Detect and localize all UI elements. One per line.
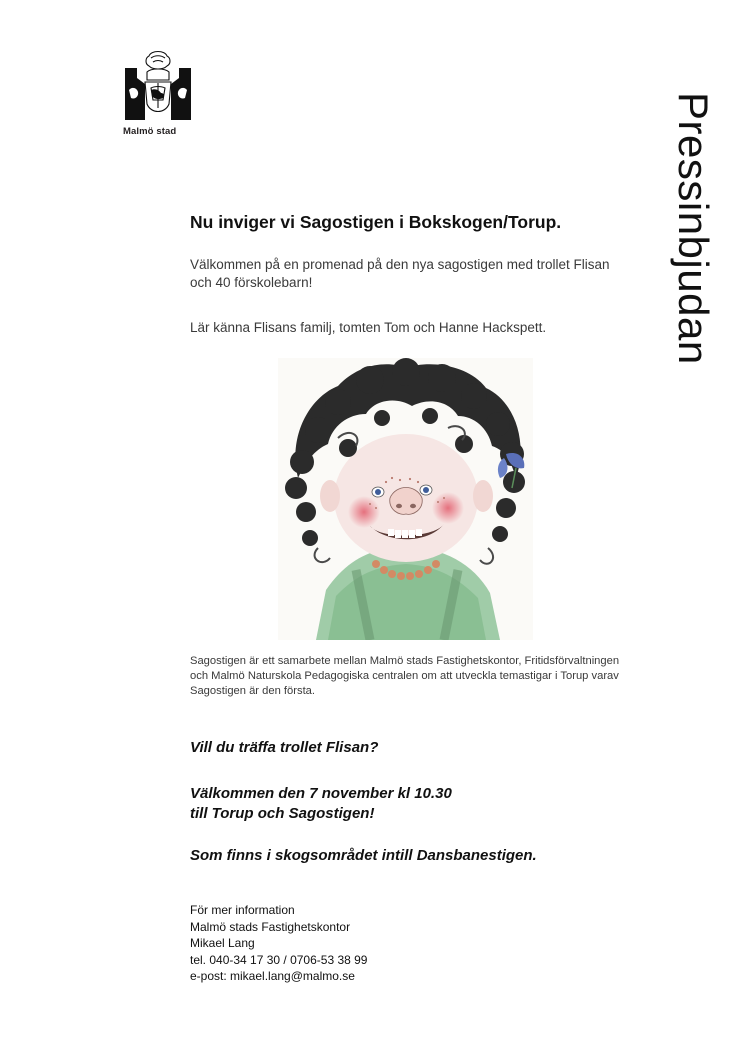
- logo-wordmark: Malmö stad: [123, 126, 177, 137]
- contact-phone: tel. 040-34 17 30 / 0706-53 38 99: [190, 952, 368, 967]
- invite-question: Vill du träffa trollet Flisan?: [190, 739, 379, 756]
- contact-heading: För mer information: [190, 903, 295, 917]
- press-invitation-title: Pressinbjudan: [670, 92, 717, 365]
- malmo-logo: [123, 50, 193, 142]
- invite-when-line-2: till Torup och Sagostigen!: [190, 805, 375, 822]
- intro-section: [190, 212, 620, 335]
- intro-paragraph-1: Välkommen på en promenad på den nya sagostigen med trollet Flisan och 40 förskolebarn!: [190, 257, 610, 290]
- coat-of-arms-icon: [123, 50, 193, 124]
- invite-when: [190, 784, 452, 824]
- caption: Sagostigen är ett samarbete mellan Malmö stads Fastighetskontor, Fritidsförvaltningen och Malmö Naturskola Pedagogiska centralen om att utveckla temastigar i Torup varav Sagostigen är den första.: [190, 655, 620, 697]
- troll-illustration: [278, 358, 533, 640]
- intro-paragraph-2: Lär känna Flisans familj, tomten Tom och Hanne Hackspett.: [190, 320, 547, 335]
- contact-person: Mikael Lang: [190, 936, 255, 950]
- contact-email: e-post: mikael.lang@malmo.se: [190, 969, 355, 983]
- headline: Nu inviger vi Sagostigen i Bokskogen/Torup.: [190, 212, 562, 232]
- contact-org: Malmö stads Fastighetskontor: [190, 919, 351, 934]
- contact-block: [190, 902, 367, 985]
- invite-where: Som finns i skogsområdet intill Dansbanestigen.: [190, 847, 537, 864]
- invite-when-line-1: Välkommen den 7 november kl 10.30: [190, 785, 452, 802]
